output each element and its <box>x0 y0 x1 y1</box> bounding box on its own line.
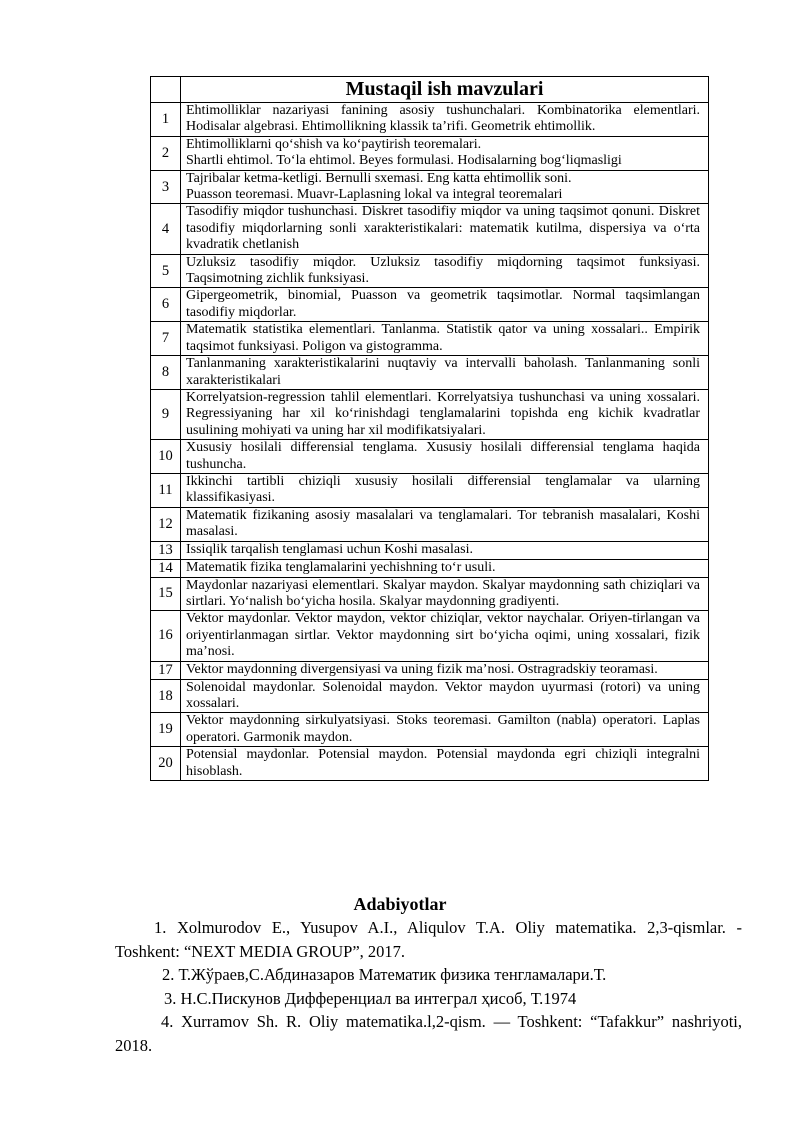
table-title: Mustaqil ish mavzulari <box>181 77 709 103</box>
row-number: 13 <box>151 541 181 559</box>
topic-cell <box>181 661 709 679</box>
topic-cell <box>181 389 709 439</box>
topic-text: Tasodifiy miqdor tushunchasi. Diskret tasodifiy miqdor va uning taqsimot qonuni. Diskret tasodifiy miqdorlarning sonli xarakteristikalari: matematik kutilma, dispersiya va o‘rta kvadratik chetlanish <box>186 204 700 253</box>
row-number: 9 <box>151 389 181 439</box>
topic-cell <box>181 611 709 661</box>
row-number: 19 <box>151 713 181 747</box>
row-number: 12 <box>151 507 181 541</box>
table-row <box>151 103 709 137</box>
row-number: 18 <box>151 679 181 713</box>
reference-item: 2. Т.Жўраев,С.Абдиназаров Математик физика тенгламалари.Т. <box>162 965 607 984</box>
topic-cell <box>181 713 709 747</box>
topic-text: Ehtimolliklar nazariyasi fanining asosiy tushunchalari. Kombinatorika elementlari. Hodisalar algebrasi. Ehtimollikning klassik ta’rifi. Geometrik ehtimollik. <box>186 103 700 135</box>
table-row <box>151 288 709 322</box>
topic-text: Uzluksiz tasodifiy miqdor. Uzluksiz tasodifiy miqdorning taqsimot funksiyasi. Taqsimotning zichlik funksiyasi. <box>186 254 700 287</box>
table-row <box>151 136 709 170</box>
table-row <box>151 204 709 254</box>
topic-cell <box>181 440 709 474</box>
table-row <box>151 611 709 661</box>
topic-text: Gipergeometrik, binomial, Puasson va geometrik taqsimotlar. Normal taqsimlangan tasodifiy miqdorlar. <box>186 288 700 320</box>
row-number: 5 <box>151 254 181 288</box>
table-row <box>151 577 709 611</box>
topic-text: Tajribalar ketma-ketligi. Bernulli sxemasi. Eng katta ehtimollik soni. <box>186 170 572 186</box>
topic-cell <box>181 170 709 204</box>
topic-text: Issiqlik tarqalish tenglamasi uchun Koshi masalasi. <box>186 541 473 557</box>
reference-item: 3. Н.С.Пискунов Дифференциал ва интеграл ҳисоб, Т.1974 <box>164 988 577 1008</box>
reference-item: 4. Xurramov Sh. R. Oliy matematika.l,2-qism. — Toshkent: “Tafakkur” nashriyoti, 2018. <box>115 1012 742 1055</box>
header-number-cell <box>151 77 181 103</box>
row-number: 15 <box>151 577 181 611</box>
topic-cell <box>181 103 709 137</box>
topic-cell <box>181 747 709 781</box>
table-row <box>151 170 709 204</box>
topic-cell <box>181 559 709 577</box>
row-number: 10 <box>151 440 181 474</box>
table-row <box>151 747 709 781</box>
table-header-row <box>151 77 709 103</box>
topic-text: Maydonlar nazariyasi elementlari. Skalyar maydon. Skalyar maydonning sath chiziqlari va sirtlari. Yo‘nalish bo‘yicha hosila. Skalyar maydonning gradiyenti. <box>186 577 700 609</box>
table-row <box>151 559 709 577</box>
topic-text: Shartli ehtimol. To‘la ehtimol. Beyes formulasi. Hodisalarning bog‘liqmasligi <box>186 153 622 169</box>
table-row <box>151 473 709 507</box>
topic-text: Vektor maydonning divergensiyasi va uning fizik ma’nosi. Ostragradskiy teoramasi. <box>186 661 658 677</box>
topic-text: Ikkinchi tartibli chiziqli xususiy hosilali differensial tenglamalar va ularning klassifikasiyasi. <box>186 473 700 506</box>
topic-cell <box>181 204 709 254</box>
topics-table <box>150 76 709 781</box>
table-row <box>151 254 709 288</box>
topic-cell <box>181 136 709 170</box>
row-number: 2 <box>151 136 181 170</box>
row-number: 4 <box>151 204 181 254</box>
references-title: Adabiyotlar <box>353 894 447 914</box>
table-row <box>151 322 709 356</box>
table-row <box>151 661 709 679</box>
topic-text: Solenoidal maydonlar. Solenoidal maydon. Vektor maydon uyurmasi (rotori) va uning xossalari. <box>186 679 700 711</box>
topic-text: Korrelyatsion-regression tahlil elementlari. Korrelyatsiya tushunchasi va uning xossalari. Regressiyaning har xil ko‘rinishdagi tenglamalarini topishda eng kichik kvadratlar usulining mohiyati va uning har xil modifikatsiyalari. <box>186 389 700 438</box>
topic-text: Vektor maydonlar. Vektor maydon, vektor chiziqlar, vektor naychalar. Oriyen-tirlangan va oriyentirlanmagan sirtlar. Vektor maydonning sirt bo‘yicha oqimi, uning xossalari, fizik ma’nosi. <box>186 611 700 660</box>
topic-cell <box>181 679 709 713</box>
references-list <box>115 916 742 1057</box>
topics-body <box>151 103 709 781</box>
topic-cell <box>181 356 709 390</box>
table-row <box>151 507 709 541</box>
topic-cell <box>181 288 709 322</box>
row-number: 14 <box>151 559 181 577</box>
topic-text: Matematik fizika tenglamalarini yechishning to‘r usuli. <box>186 559 496 575</box>
row-number: 8 <box>151 356 181 390</box>
topic-cell <box>181 322 709 356</box>
row-number: 1 <box>151 103 181 137</box>
topic-text: Xususiy hosilali differensial tenglama. Xususiy hosilali differensial tenglama haqida tushuncha. <box>186 440 700 472</box>
row-number: 7 <box>151 322 181 356</box>
row-number: 20 <box>151 747 181 781</box>
topic-text: Ehtimolliklarni qo‘shish va ko‘paytirish teoremalari. <box>186 136 482 152</box>
topic-text: Potensial maydonlar. Potensial maydon. Potensial maydonda egri chiziqli integralni hisoblash. <box>186 747 700 779</box>
table-row <box>151 541 709 559</box>
row-number: 16 <box>151 611 181 661</box>
topic-text: Puasson teoremasi. Muavr-Laplasning lokal va integral teoremalari <box>186 187 563 203</box>
topic-text: Matematik statistika elementlari. Tanlanma. Statistik qator va uning xossalari.. Empirik taqsimot funksiyasi. Poligon va gistogramma. <box>186 322 700 354</box>
row-number: 3 <box>151 170 181 204</box>
row-number: 6 <box>151 288 181 322</box>
table-row <box>151 389 709 439</box>
topic-cell <box>181 507 709 541</box>
row-number: 17 <box>151 661 181 679</box>
table-row <box>151 440 709 474</box>
topic-text: Tanlanmaning xarakteristikalarini nuqtaviy va intervalli baholash. Tanlanmaning sonli xarakteristikalari <box>186 356 700 388</box>
topic-cell <box>181 577 709 611</box>
topic-cell <box>181 473 709 507</box>
topic-cell <box>181 541 709 559</box>
topic-text: Vektor maydonning sirkulyatsiyasi. Stoks teoremasi. Gamilton (nabla) operatori. Laplas operatori. Garmonik maydon. <box>186 713 700 745</box>
table-row <box>151 713 709 747</box>
table-row <box>151 356 709 390</box>
topic-text: Matematik fizikaning asosiy masalalari va tenglamalari. Tor tebranish masalalari, Koshi masalasi. <box>186 507 700 540</box>
reference-item: 1. Xolmurodov E., Yusupov A.I., Aliqulov T.A. Oliy matematika. 2,3-qismlar. - Toshkent: “NEXT MEDIA GROUP”, 2017. <box>115 918 742 961</box>
row-number: 11 <box>151 473 181 507</box>
table-row <box>151 679 709 713</box>
topic-cell <box>181 254 709 288</box>
